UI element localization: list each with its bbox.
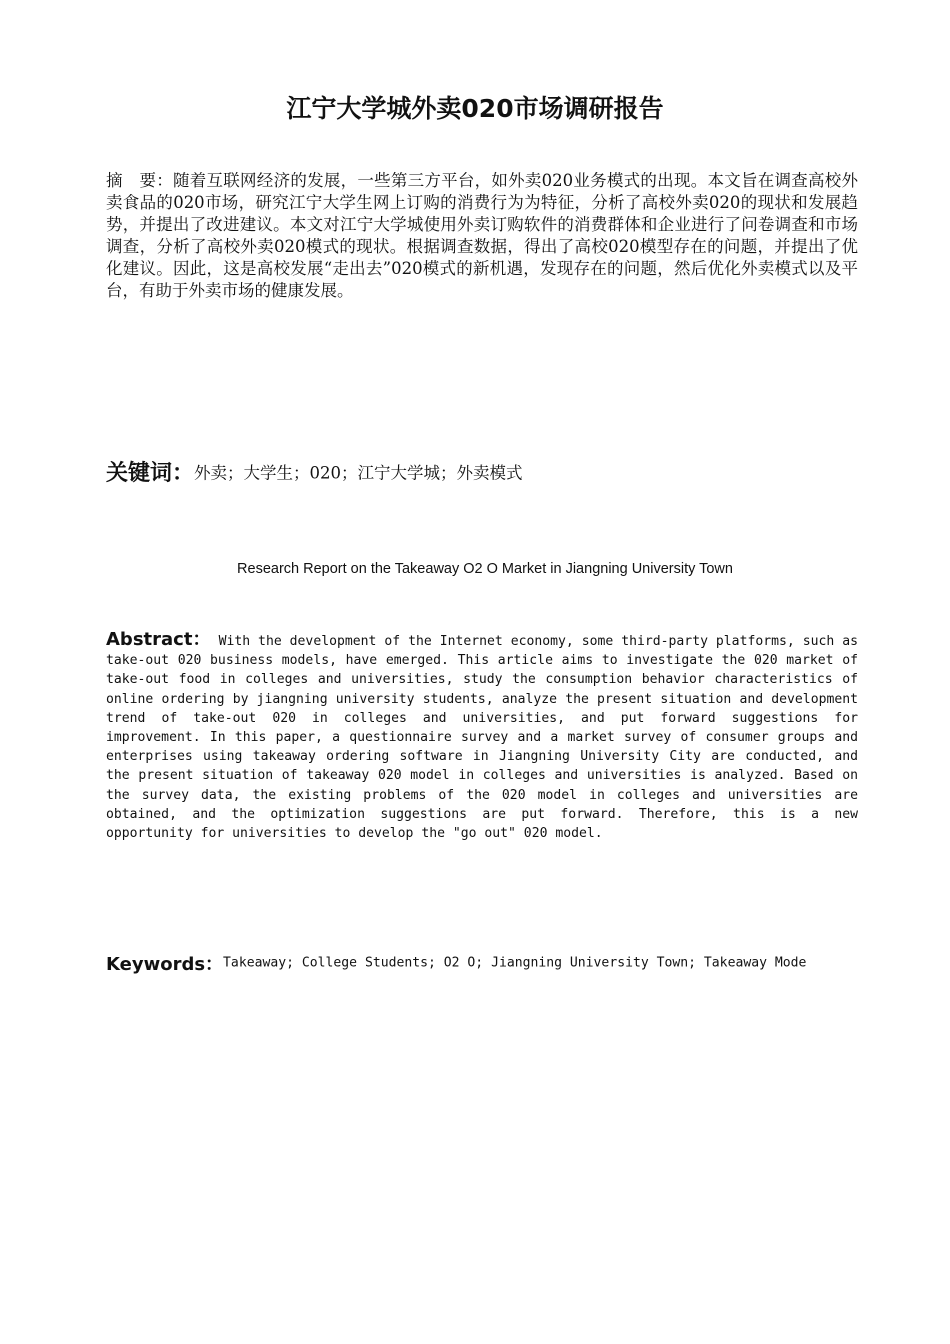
english-keywords (106, 950, 866, 976)
chinese-abstract-label: 摘 要： (106, 171, 174, 190)
english-title: Research Report on the Takeaway O2 O Market in Jiangning University Town (237, 561, 733, 577)
document-title: 江宁大学城外卖020市场调研报告 (286, 94, 664, 123)
chinese-abstract-text: 随着互联网经济的发展，一些第三方平台，如外卖020业务模式的出现。本文旨在调查高校外卖食品的020市场，研究江宁大学生网上订购的消费行为为特征，分析了高校外卖020的现状和发展趋势，并提出了改进建议。本文对江宁大学城使用外卖订购软件的消费群体和企业进行了问卷调查和市场调查，分析了高校外卖020模式的现状。根据调查数据，得出了高校020模型存在的问题，并提出了优化建议。因此，这是高校发展“走出去”020模式的新机遇，发现存在的问题，然后优化外卖模式以及平台，有助于外卖市场的健康发展。 (106, 171, 859, 300)
chinese-abstract (106, 170, 858, 302)
english-abstract-label: Abstract： (106, 629, 211, 650)
chinese-keywords (106, 456, 866, 487)
chinese-keywords-label: 关键词： (106, 461, 195, 486)
english-abstract (106, 630, 858, 843)
english-abstract-text: With the development of the Internet economy, some third-party platforms, such as take-out 020 business models, have emerged. This article aims to investigate the 020 market of take-out food in colleges and universities, study the consumption behavior characteristics of online ordering by jiangning university students, analyze the present situation and development trend of take-out 020 in colleges and universities, and put forward suggestions for improvement. In this paper, a questionnaire survey and a market survey of consumer groups and enterprises using takeaway ordering software in Jiangning University City are conducted, and the present situation of takeaway 020 model in colleges and universities is analyzed. Based on the survey data, the existing problems of the 020 model in colleges and universities are obtained, and the optimization suggestions are put forward. Therefore, this is a new opportunity for universities to develop the "go out" 020 model. (106, 634, 858, 842)
chinese-keywords-text: 外卖；大学生；020；江宁大学城；外卖模式 (194, 463, 523, 483)
english-keywords-text: Takeaway; College Students; O2 O; Jiangning University Town; Takeaway Mode (223, 955, 807, 971)
english-keywords-label: Keywords： (106, 954, 224, 975)
